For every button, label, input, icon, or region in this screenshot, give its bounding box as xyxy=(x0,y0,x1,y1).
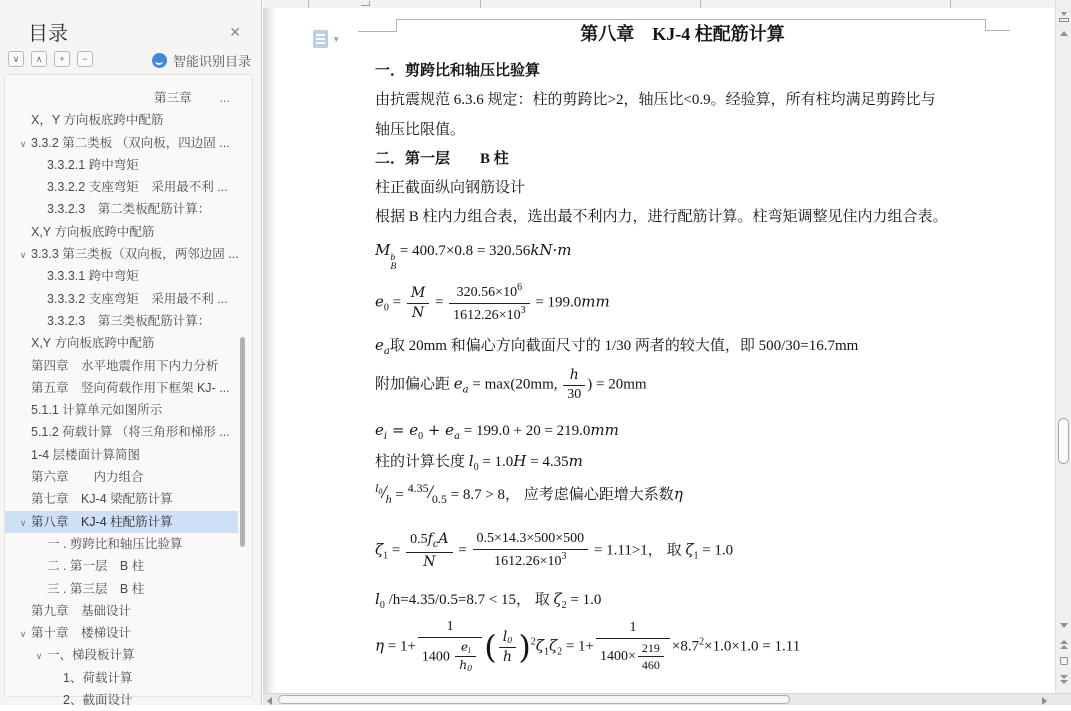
sidebar-title: 目录 xyxy=(28,23,68,45)
chevron-down-icon[interactable]: ∨ xyxy=(19,250,27,261)
ruler-strip xyxy=(263,0,1055,8)
chevron-down-icon[interactable]: ∨ xyxy=(19,138,27,149)
chevron-down-icon[interactable]: ∨ xyxy=(19,517,27,528)
chevron-down-icon[interactable]: ∨ xyxy=(19,629,27,640)
toc-item[interactable]: 3.3.2.2 支座弯矩 采用最不利 ... xyxy=(47,180,228,195)
toc-item[interactable]: X,Y 方向板底跨中配筋 xyxy=(31,224,155,239)
toc-item[interactable]: 二 . 第一层 B 柱 xyxy=(47,559,145,574)
toc-item[interactable]: 第三章 ... xyxy=(5,87,252,109)
toc-item[interactable]: X,Y 方向板底跨中配筋 xyxy=(31,336,155,351)
zoom-out-button[interactable] xyxy=(77,51,93,67)
toc-item[interactable]: 3.3.2.3 第三类板配筋计算： xyxy=(47,313,211,328)
zoom-in-button[interactable] xyxy=(54,51,70,67)
toc-item[interactable]: 3.3.2.1 跨中弯矩 xyxy=(47,157,139,172)
scroll-left-icon[interactable] xyxy=(267,697,272,705)
document-page xyxy=(263,0,1071,705)
next-page-icon[interactable] xyxy=(1060,675,1068,685)
heading-1: 一．剪跨比和轴压比验算 xyxy=(375,63,541,79)
close-icon[interactable]: ✕ xyxy=(229,24,241,40)
chevron-down-icon: ∨ xyxy=(12,53,20,64)
formula-zeta2: $l_0$ /h=4.35/0.5=8.7 < 15， 取 $\zeta_2 = 1.0$ xyxy=(375,590,602,611)
toc-list xyxy=(5,75,252,711)
heading-2: 二．第一层 B 柱 xyxy=(375,151,509,167)
toc-item[interactable]: 5.1.2 荷载计算 （将三角形和梯形 ... xyxy=(31,425,230,440)
collapse-all-button[interactable] xyxy=(31,51,47,67)
toc-item[interactable]: 第九章 基础设计 xyxy=(31,603,132,618)
caret-down-icon[interactable]: ▾ xyxy=(334,34,339,44)
ruler-tick xyxy=(480,0,481,8)
toc-item[interactable]: ∨ 3.3.2 第二类板 （双向板，四边固 ... xyxy=(5,132,252,154)
previous-page-icon[interactable] xyxy=(1060,640,1068,650)
toc-item-chapter8-selected[interactable]: ∨ 第八章 KJ-4 柱配筋计算 xyxy=(5,511,238,533)
chevron-down-icon[interactable]: ∨ xyxy=(35,651,43,662)
vertical-scrollbar-thumb[interactable] xyxy=(1058,418,1069,464)
toc-toolbar xyxy=(8,51,93,67)
formula-ei: $e_i = e_0 + e_a = 199.0 + 20 = 219.0mm$ xyxy=(375,421,619,442)
toc-item[interactable]: ∨ 一、梯段板计算 xyxy=(5,644,252,666)
indent-marker xyxy=(361,1,370,6)
toc-item[interactable]: 一 . 剪跨比和轴压比验算 xyxy=(47,536,183,551)
toc-item[interactable]: 第七章 KJ-4 梁配筋计算 xyxy=(31,492,173,507)
toc-item[interactable]: 3.3.3.2 支座弯矩 采用最不利 ... xyxy=(47,291,228,306)
ruler-tick xyxy=(700,0,701,8)
ruler-tick xyxy=(308,0,309,8)
toc-item[interactable]: 2、截面设计 xyxy=(63,693,133,708)
toc-item[interactable]: 1-4 层楼面计算简图 xyxy=(31,447,141,462)
scroll-right-icon[interactable] xyxy=(1042,697,1047,705)
toc-item[interactable]: 三 . 第三层 B 柱 xyxy=(47,581,145,596)
formula-slenderness: $^{l_0}/_h = ^{4.35}/_{0.5} = 8.7 > 8$， 应考虑偏心距增大系数η xyxy=(375,481,683,506)
toc-item[interactable]: 1、荷载计算 xyxy=(63,670,133,685)
chevron-up-icon: ∧ xyxy=(35,53,43,64)
plus-icon: + xyxy=(59,54,65,64)
toc-item[interactable]: 第五章 竖向荷载作用下框架 KJ- ... xyxy=(31,380,230,395)
sidebar-scrollbar-thumb[interactable] xyxy=(240,337,245,547)
vertical-scrollbar[interactable] xyxy=(1055,0,1071,693)
select-browse-object-icon[interactable] xyxy=(1060,657,1068,665)
toc-item[interactable]: 3.3.3.1 跨中弯矩 xyxy=(47,269,139,284)
toc-panel xyxy=(4,74,253,708)
scroll-down-icon[interactable] xyxy=(1060,623,1068,628)
formula-zeta1: $\zeta_1$ = $\frac{0.5f_cA}{N}$ = $\frac{0.5\times 14.3\times 500\times 500}{1612.26\times 10^3}$ = 1.11>1， 取 $\zeta_1 = 1.0$ xyxy=(375,531,734,570)
toc-sidebar xyxy=(0,0,262,708)
smart-toc-icon xyxy=(152,53,167,68)
page-thumbnail-icon[interactable] xyxy=(313,30,328,48)
toc-item[interactable]: ∨ 3.3.3 第三类板（双向板，两邻边固 ... xyxy=(5,243,252,265)
more-icon[interactable]: ... xyxy=(219,91,230,105)
paragraph: 由抗震规范 6.3.6 规定：柱的剪跨比>2，轴压比<0.9。经验算，所有柱均满足剪跨比与 xyxy=(375,92,936,108)
paragraph: 根据 B 柱内力组合表，选出最不利内力，进行配筋计算。柱弯矩调整见住内力组合表。 xyxy=(375,209,948,225)
ruler-toggle-icon[interactable] xyxy=(1059,12,1069,23)
horizontal-scrollbar[interactable] xyxy=(263,693,1071,705)
scroll-up-icon[interactable] xyxy=(1060,31,1068,36)
toc-item[interactable]: X，Y 方向板底跨中配筋 xyxy=(31,113,164,128)
formula-eta: η = 1+ 1 1400 $\frac{e_i}{h_0}$ ( $\frac{l_0}{h}$ )$^2\zeta_1\zeta_2 = 1+$ 1 1400× $\frac{219}{460}$ $\times 8.7^2\times 1.0\times 1.0 = 1.11$ xyxy=(375,619,801,674)
formula-ea: 附加偏心距 $e_a = \max(20mm$, $\frac{h}{30}$ ) = 20mm xyxy=(375,367,647,402)
minus-icon: − xyxy=(82,54,88,64)
page-title: 第八章 KJ-4 柱配筋计算 xyxy=(580,24,785,44)
horizontal-scrollbar-thumb[interactable] xyxy=(278,695,790,704)
ruler-tick xyxy=(950,0,951,8)
paragraph: 柱正截面纵向钢筋设计 xyxy=(375,180,526,196)
toc-item[interactable]: 第四章 水平地震作用下内力分析 xyxy=(31,358,219,373)
toc-item[interactable]: ∨ 第十章 楼梯设计 xyxy=(5,622,252,644)
paragraph-ea: $e_a$取 20mm 和偏心方向截面尺寸的 1/30 两者的较大值，即 500/30=16.7mm xyxy=(375,336,859,357)
paragraph: 轴压比限值。 xyxy=(375,122,466,138)
expand-all-button[interactable] xyxy=(8,51,24,67)
formula-l0: 柱的计算长度 $l_0 = 1.0H = 4.35m$ xyxy=(375,452,583,473)
toc-item[interactable]: 第六章 内力组合 xyxy=(31,470,144,485)
smart-toc-button[interactable]: 智能识别目录 xyxy=(152,51,251,70)
formula-moment: M b B = 400.7×0.8 = 320.56kN·m xyxy=(375,241,572,272)
toc-item[interactable]: 3.3.2.3 第二类板配筋计算： xyxy=(47,202,211,217)
toc-item[interactable]: 5.1.1 计算单元如图所示 xyxy=(31,403,163,418)
formula-e0: $e_0$ = $\frac{M}{N}$ = $\frac{320.56\times 10^6}{1612.26\times 10^3}$ = 199.0mm xyxy=(375,282,610,323)
